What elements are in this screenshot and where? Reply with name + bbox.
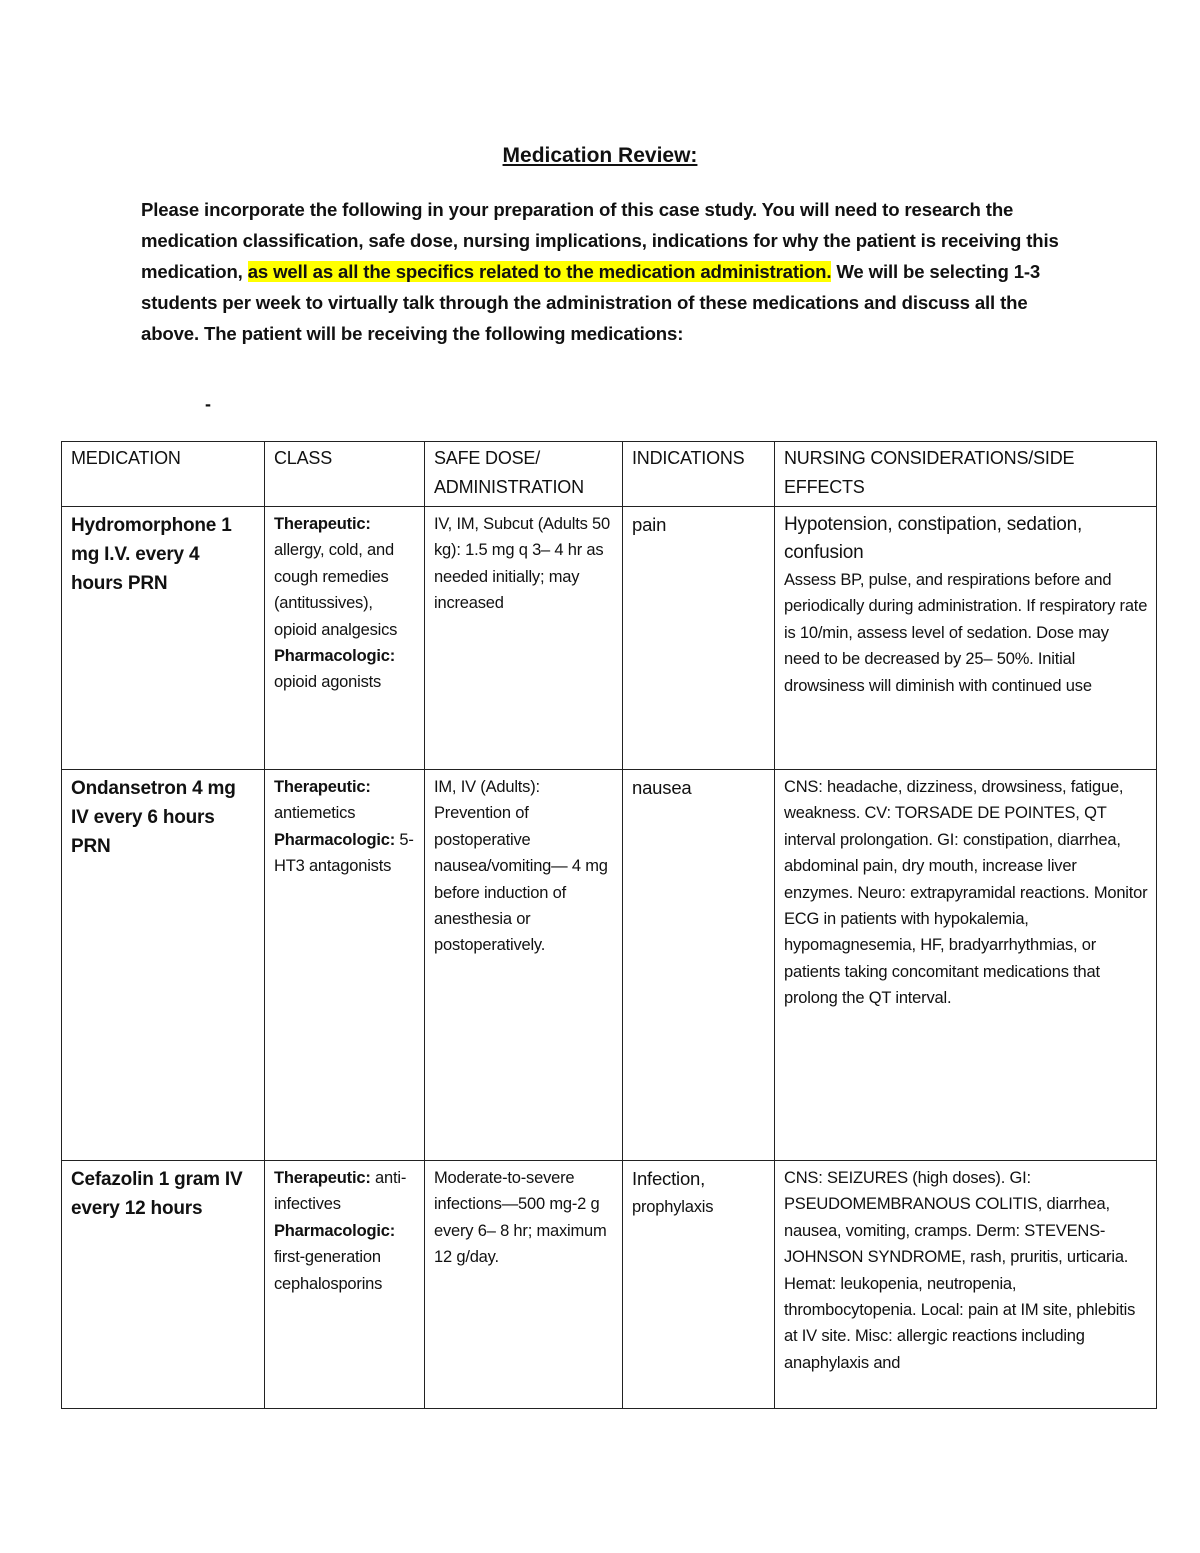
table-row	[62, 1161, 1157, 1409]
nursing-cell	[775, 507, 1157, 770]
class-cell: Therapeutic: antiemetics Pharmacologic: 5-HT3 antagonists	[265, 770, 425, 1161]
intro-highlight: as well as all the specifics related to the medication administration.	[247, 261, 832, 282]
nursing-detail: CNS: headache, dizziness, drowsiness, fatigue, weakness. CV: TORSADE DE POINTES, QT interval prolongation. GI: constipation, diarrhea, abdominal pain, dry mouth, increase liver enzymes. Neuro: extrapyramidal reactions. Monitor ECG in patients with hypokalemia, hypomagnesemia, HF, bradyarrhythmias, or patients taking concomitant medications that prolong the QT interval.	[784, 778, 1148, 1008]
nursing-detail: CNS: SEIZURES (high doses). GI: PSEUDOMEMBRANOUS COLITIS, diarrhea, nausea, vomiting, cramps. Derm: STEVENS-JOHNSON SYNDROME, rash, pruritis, urticaria. Hemat: leukopenia, neutropenia, thrombocytopenia. Local: pain at IM site, phlebitis at IV site. Misc: allergic reactions including anaphylaxis and	[784, 1169, 1136, 1372]
indication-cell: pain	[623, 507, 775, 770]
class-cell: Therapeutic: anti-infectives Pharmacologic: first-generation cephalosporins	[265, 1161, 425, 1409]
list-dash: -	[205, 394, 211, 414]
header-safe-dose: SAFE DOSE/ ADMINISTRATION	[425, 442, 623, 507]
intro-text-1: Please incorporate the following in your preparation of this case study. You will need to research the medication classification, safe dose, nursing implications, indications for why the patient is receiving this medication,	[141, 199, 1059, 282]
dose-cell: IM, IV (Adults): Prevention of postoperative nausea/vomiting— 4 mg before induction of anesthesia or postoperatively.	[425, 770, 623, 1161]
dose-cell: IV, IM, Subcut (Adults 50 kg): 1.5 mg q 3– 4 hr as needed initially; may increased	[425, 507, 623, 770]
indication-cell: Infection, prophylaxis	[623, 1161, 775, 1409]
indication-cell: nausea	[623, 770, 775, 1161]
nursing-cell	[775, 770, 1157, 1161]
medication-table	[61, 441, 1157, 1409]
class-cell: Therapeutic: allergy, cold, and cough remedies (antitussives), opioid analgesics Pharmacologic: opioid agonists	[265, 507, 425, 770]
medication-name: Cefazolin 1 gram IV every 12 hours	[62, 1161, 265, 1409]
page-title: Medication Review:	[502, 144, 698, 167]
table-row	[62, 507, 1157, 770]
nursing-detail: Assess BP, pulse, and respirations before and periodically during administration. If respiratory rate is 10/min, assess level of sedation. Dose may need to be decreased by 25– 50%. Initial drowsiness will diminish with continued use	[784, 571, 1148, 695]
header-indications: INDICATIONS	[623, 442, 775, 507]
header-class: CLASS	[265, 442, 425, 507]
intro-paragraph	[141, 194, 1071, 349]
header-nursing: NURSING CONSIDERATIONS/SIDE EFFECTS	[775, 442, 1157, 507]
table-row	[62, 770, 1157, 1161]
header-medication: MEDICATION	[62, 442, 265, 507]
table-header-row	[62, 442, 1157, 507]
medication-name: Hydromorphone 1 mg I.V. every 4 hours PRN	[62, 507, 265, 770]
intro-text-2: We will be selecting 1-3 students per week to virtually talk through the administration of these medications and discuss all the above. The patient will be receiving the following medications:	[141, 261, 1041, 344]
medication-name: Ondansetron 4 mg IV every 6 hours PRN	[62, 770, 265, 1161]
nursing-summary: Hypotension, constipation, sedation, confusion	[784, 514, 1083, 563]
nursing-cell	[775, 1161, 1157, 1409]
dose-cell: Moderate-to-severe infections—500 mg-2 g every 6– 8 hr; maximum 12 g/day.	[425, 1161, 623, 1409]
